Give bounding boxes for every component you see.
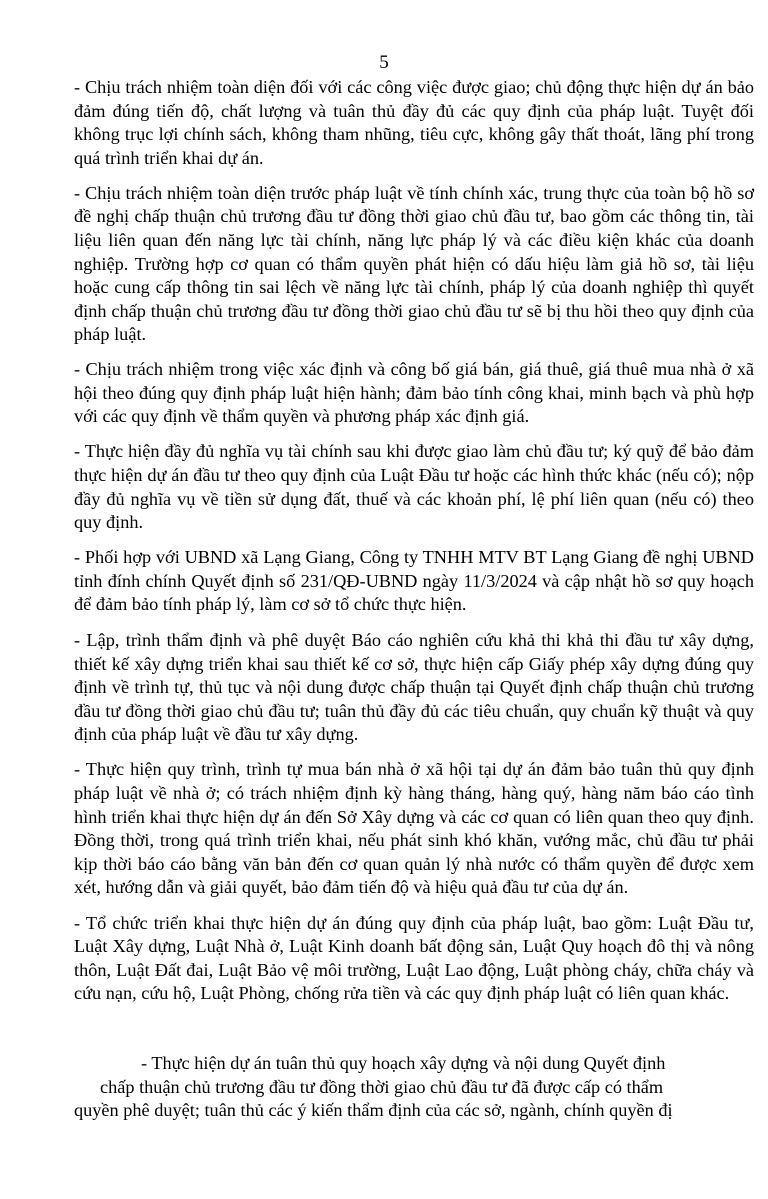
planning-line-1: - Thực hiện dự án tuân thủ quy hoạch xây dựng và nội dung Quyết định — [141, 1053, 666, 1073]
paragraph-pricing: - Chịu trách nhiệm trong việc xác định và công bố giá bán, giá thuê, giá thuê mua nhà ở xã hội theo đúng quy định pháp luật hiện hành; đảm bảo tính công khai, minh bạch và phù hợp với các quy định về thẩm quyền và phương pháp xác định giá. — [74, 359, 754, 427]
paragraph-planning-compliance — [0, 1052, 768, 1123]
planning-line-2: chấp thuận chủ trương đầu tư đồng thời giao chủ đầu tư đã được cấp có thẩm — [100, 1076, 664, 1097]
paragraph-responsibility-tasks: - Chịu trách nhiệm toàn diện đối với các công việc được giao; chủ động thực hiện dự án bảo đảm đúng tiến độ, chất lượng và tuân thủ đầy đủ các quy định của pháp luật. Tuyệt đối không trục lợi chính sách, không tham nhũng, tiêu cực, không gây thất thoát, lãng phí trong quá trình triển khai dự án. — [74, 77, 754, 168]
paragraph-responsibility-dossier: - Chịu trách nhiệm toàn diện trước pháp luật về tính chính xác, trung thực của toàn bộ hồ sơ đề nghị chấp thuận chủ trương đầu tư đồng thời giao chủ đầu tư, bao gồm các thông tin, tài liệu liên quan đến năng lực tài chính, năng lực pháp lý và các điều kiện khác của doanh nghiệp. Trường hợp cơ quan có thẩm quyền phát hiện có dấu hiệu làm giả hồ sơ, tài liệu hoặc cung cấp thông tin sai lệch về năng lực tài chính, pháp lý của doanh nghiệp thì quyết định chấp thuận chủ trương đầu tư đồng thời giao chủ đầu tư sẽ bị thu hồi theo quy định của pháp luật. — [74, 182, 754, 345]
paragraph-feasibility-report: - Lập, trình thẩm định và phê duyệt Báo cáo nghiên cứu khả thi khả thi đầu tư xây dựng, thiết kế xây dựng triển khai sau thiết kế cơ sở, thực hiện cấp Giấy phép xây dựng đúng quy định về trình tự, thủ tục và nội dung được chấp thuận tại Quyết định chấp thuận chủ trương đầu tư đồng thời giao chủ đầu tư; tuân thủ đầy đủ các tiêu chuẩn, quy chuẩn kỹ thuật và quy định của pháp luật về đầu tư xây dựng. — [74, 629, 754, 745]
planning-line-3: quyền phê duyệt; tuân thủ các ý kiến thẩm định của các sở, ngành, chính quyền đị — [74, 1100, 673, 1121]
paragraph-coordination: - Phối hợp với UBND xã Lạng Giang, Công ty TNHH MTV BT Lạng Giang đề nghị UBND tỉnh đính chính Quyết định số 231/QĐ-UBND ngày 11/3/2024 và cập nhật hồ sơ quy hoạch để đảm bảo tính pháp lý, làm cơ sở tổ chức thực hiện. — [74, 547, 754, 615]
page-number: 5 — [379, 52, 389, 73]
paragraph-sales-procedure: - Thực hiện quy trình, trình tự mua bán nhà ở xã hội tại dự án đảm bảo tuân thủ quy định pháp luật về nhà ở; có trách nhiệm định kỳ hàng tháng, hàng quý, hàng năm báo cáo tình hình triển khai thực hiện dự án đến Sở Xây dựng và các cơ quan có liên quan theo quy định. Đồng thời, trong quá trình triển khai, nếu phát sinh khó khăn, vướng mắc, chủ đầu tư phải kịp thời báo cáo bằng văn bản đến cơ quan quản lý nhà nước có thẩm quyền để được xem xét, hướng dẫn và giải quyết, bảo đảm tiến độ và hiệu quả đầu tư của dự án. — [74, 759, 754, 898]
paragraph-financial-obligations: - Thực hiện đầy đủ nghĩa vụ tài chính sau khi được giao làm chủ đầu tư; ký quỹ để bảo đảm thực hiện dự án đầu tư theo quy định của Luật Đầu tư hoặc các hình thức khác (nếu có); nộp đầy đủ nghĩa vụ về tiền sử dụng đất, thuế và các khoản phí, lệ phí liên quan (nếu có) theo quy định. — [74, 441, 754, 533]
paragraph-legal-compliance: - Tổ chức triển khai thực hiện dự án đúng quy định của pháp luật, bao gồm: Luật Đầu tư, Luật Xây dựng, Luật Nhà ở, Luật Kinh doanh bất động sản, Luật Quy hoạch đô thị và nông thôn, Luật Đất đai, Luật Bảo vệ môi trường, Luật Lao động, Luật phòng cháy, chữa cháy và cứu nạn, cứu hộ, Luật Phòng, chống rửa tiền và các quy định pháp luật có liên quan khác. — [74, 912, 754, 1004]
document-body — [74, 76, 754, 1017]
